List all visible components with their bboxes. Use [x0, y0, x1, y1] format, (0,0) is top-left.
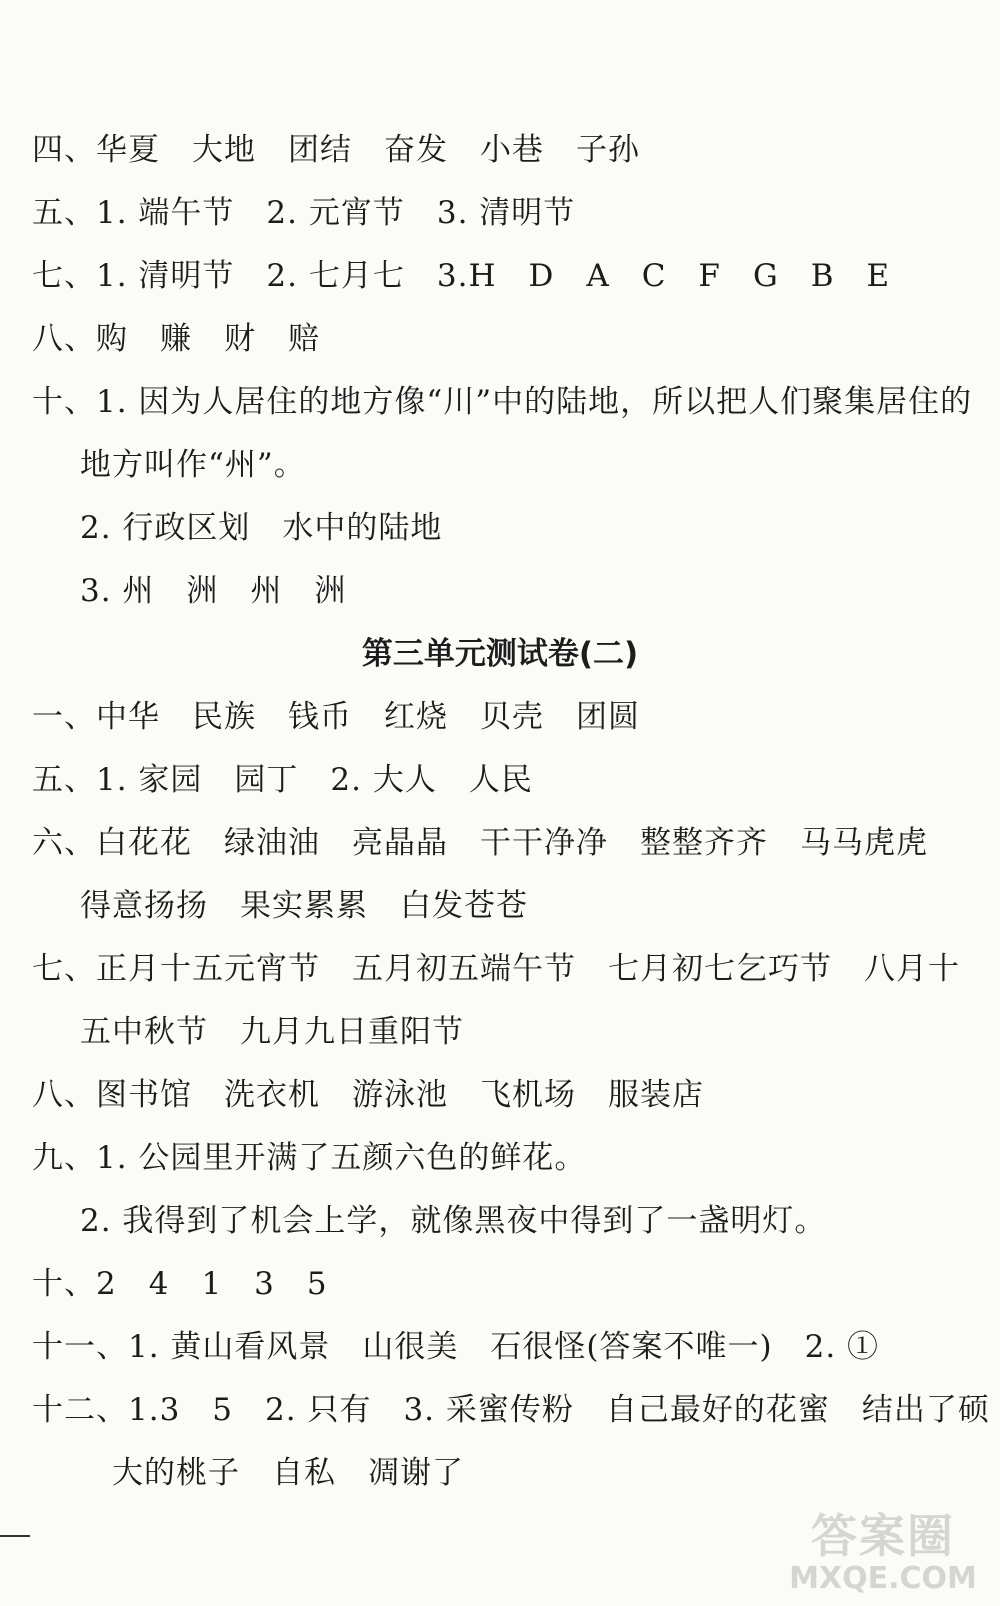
answer-line-10-1: 十、1. 因为人居住的地方像“川”中的陆地，所以把人们聚集居住的 [32, 384, 973, 420]
answer-line-s2-6: 六、白花花 绿油油 亮晶晶 干干净净 整整齐齐 马马虎虎 [32, 825, 928, 861]
watermark-url-text: MXQE.COM [789, 1561, 977, 1596]
answer-line-10-1-cont: 地方叫作“州”。 [80, 447, 306, 483]
answer-line-s2-6-cont: 得意扬扬 果实累累 白发苍苍 [80, 888, 528, 924]
answer-line-s2-5: 五、1. 家园 园丁 2. 大人 人民 [32, 762, 533, 798]
answer-line-10-2: 2. 行政区划 水中的陆地 [80, 510, 443, 546]
answer-line-s2-12: 十二、1.3 5 2. 只有 3. 采蜜传粉 自己最好的花蜜 结出了硕 [32, 1392, 990, 1428]
answer-line-5: 五、1. 端午节 2. 元宵节 3. 清明节 [32, 195, 576, 231]
answer-line-s2-9-1: 九、1. 公园里开满了五颜六色的鲜花。 [32, 1140, 587, 1176]
section-title: 第三单元测试卷(二) [361, 636, 639, 672]
answer-line-4: 四、华夏 大地 团结 奋发 小巷 子孙 [32, 132, 640, 168]
watermark-main-text: 答案圈 [811, 1509, 955, 1563]
answer-line-s2-10: 十、2 4 1 3 5 [32, 1266, 328, 1302]
answer-line-s2-7: 七、正月十五元宵节 五月初五端午节 七月初七乞巧节 八月十 [32, 951, 960, 987]
answer-line-s2-1: 一、中华 民族 钱币 红烧 贝壳 团圆 [32, 699, 640, 735]
answer-line-s2-9-2: 2. 我得到了机会上学，就像黑夜中得到了一盏明灯。 [80, 1203, 827, 1239]
answer-line-8: 八、购 赚 财 赔 [32, 321, 320, 357]
watermark-logo [778, 1508, 988, 1598]
answer-line-s2-12-cont: 大的桃子 自私 凋谢了 [112, 1455, 464, 1491]
footer-rule [0, 1535, 30, 1537]
answer-line-10-3: 3. 州 洲 州 洲 [80, 573, 347, 609]
answer-line-s2-11: 十一、1. 黄山看风景 山很美 石很怪(答案不唯一) 2. ① [32, 1329, 880, 1365]
answer-line-s2-8: 八、图书馆 洗衣机 游泳池 飞机场 服装店 [32, 1077, 704, 1113]
answer-line-s2-7-cont: 五中秋节 九月九日重阳节 [80, 1014, 464, 1050]
answer-line-7: 七、1. 清明节 2. 七月七 3.H D A C F G B E [32, 258, 891, 294]
